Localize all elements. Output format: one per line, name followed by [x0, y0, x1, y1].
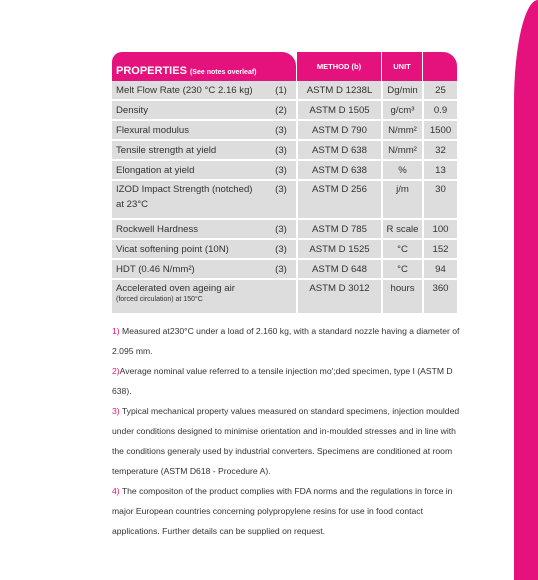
note-ref: (3) — [266, 240, 296, 260]
property-name — [112, 101, 266, 121]
method-header: METHOD (b) — [296, 52, 381, 81]
table-row — [112, 161, 457, 181]
test-method: ASTM D 638 — [296, 161, 381, 181]
note-ref: (3) — [266, 141, 296, 161]
unit-value: j/m — [381, 181, 422, 220]
property-value: 100 — [422, 220, 457, 240]
table-row — [112, 240, 457, 260]
note-ref: (3) — [266, 181, 296, 220]
unit-value: °C — [381, 240, 422, 260]
value-header — [422, 52, 457, 81]
note-ref: (1) — [266, 81, 296, 101]
property-name — [112, 220, 266, 240]
test-method: ASTM D 1505 — [296, 101, 381, 121]
table-row — [112, 260, 457, 280]
property-label: Density — [116, 104, 148, 116]
properties-table — [112, 52, 457, 315]
table-row — [112, 280, 457, 315]
note-item — [112, 481, 462, 541]
note-ref: (3) — [266, 121, 296, 141]
note-text: Measured at230°C under a load of 2.160 kg, with a standard nozzle having a diameter of 2.095 mm. — [112, 326, 460, 356]
table-row — [112, 181, 457, 220]
table-row — [112, 81, 457, 101]
unit-value: Dg/min — [381, 81, 422, 101]
note-item — [112, 361, 462, 401]
table-row — [112, 121, 457, 141]
note-item — [112, 321, 462, 361]
note-number: 1) — [112, 326, 120, 336]
note-number: 2) — [112, 366, 120, 376]
test-method: ASTM D 1525 — [296, 240, 381, 260]
properties-header-label: PROPERTIES — [116, 65, 187, 77]
property-label: Rockwell Hardness — [116, 223, 199, 235]
note-ref: (2) — [266, 101, 296, 121]
property-name — [112, 260, 266, 280]
test-method: ASTM D 785 — [296, 220, 381, 240]
test-method: ASTM D 256 — [296, 181, 381, 220]
property-label: Flexural modulus — [116, 124, 190, 136]
property-value: 94 — [422, 260, 457, 280]
property-label: HDT (0.46 N/mm²) — [116, 263, 195, 275]
unit-value: N/mm² — [381, 121, 422, 141]
note-text: Typical mechanical property values measured on standard specimens, injection moulded under conditions designed to minimise orientation and in-moulded stresses and in line with the conditions generaly used by industrial converters. Specimens are conditioned at room temperature (ASTM D618 - Procedure A). — [112, 406, 460, 476]
property-label: Vicat softening point (10N) — [116, 243, 229, 255]
note-item — [112, 401, 462, 481]
properties-header — [112, 52, 296, 81]
property-sublabel: (forced circulation) at 150°C — [116, 296, 203, 303]
property-name — [112, 161, 266, 181]
property-name — [112, 280, 266, 315]
note-text: Average nominal value referred to a tensile injection mo';ded specimen, type I (ASTM D 638). — [112, 366, 453, 396]
unit-value: g/cm³ — [381, 101, 422, 121]
property-label: Elongation at yield — [116, 164, 195, 176]
unit-value: R scale — [381, 220, 422, 240]
property-value: 32 — [422, 141, 457, 161]
property-label: Melt Flow Rate (230 °C 2.16 kg) — [116, 84, 253, 96]
test-method: ASTM D 638 — [296, 141, 381, 161]
test-method: ASTM D 648 — [296, 260, 381, 280]
note-ref: (3) — [266, 260, 296, 280]
table-row — [112, 101, 457, 121]
property-name — [112, 121, 266, 141]
note-text: The compositon of the product complies with FDA norms and the regulations in force in major European countries concerning polypropylene resins for use in food contact applications. Further details can be supplied on request. — [112, 486, 453, 536]
property-value: 0.9 — [422, 101, 457, 121]
property-label: Accelerated oven ageing air — [116, 283, 235, 294]
property-value: 1500 — [422, 121, 457, 141]
property-name — [112, 240, 266, 260]
property-value: 13 — [422, 161, 457, 181]
note-number: 4) — [112, 486, 120, 496]
property-value: 30 — [422, 181, 457, 220]
notes-section — [112, 321, 462, 541]
property-label: IZOD Impact Strength (notched) — [116, 184, 253, 195]
property-label: Tensile strength at yield — [116, 144, 217, 156]
property-label-line2: at 23°C — [116, 199, 149, 210]
table-header — [112, 52, 457, 81]
unit-value: °C — [381, 260, 422, 280]
property-name — [112, 141, 266, 161]
property-value: 25 — [422, 81, 457, 101]
test-method: ASTM D 3012 — [296, 280, 381, 315]
property-name — [112, 81, 266, 101]
property-value: 360 — [422, 280, 457, 315]
test-method: ASTM D 1238L — [296, 81, 381, 101]
note-number: 3) — [112, 406, 120, 416]
decorative-side-stripe — [514, 0, 538, 580]
unit-value: N/mm² — [381, 141, 422, 161]
note-ref: (3) — [266, 220, 296, 240]
unit-header: UNIT — [381, 52, 422, 81]
property-name — [112, 181, 266, 220]
property-value: 152 — [422, 240, 457, 260]
properties-header-note: (See notes overleaf) — [189, 69, 257, 76]
note-ref: (3) — [266, 161, 296, 181]
table-row — [112, 141, 457, 161]
unit-value: hours — [381, 280, 422, 315]
note-ref — [266, 280, 296, 315]
table-row — [112, 220, 457, 240]
test-method: ASTM D 790 — [296, 121, 381, 141]
unit-value: % — [381, 161, 422, 181]
